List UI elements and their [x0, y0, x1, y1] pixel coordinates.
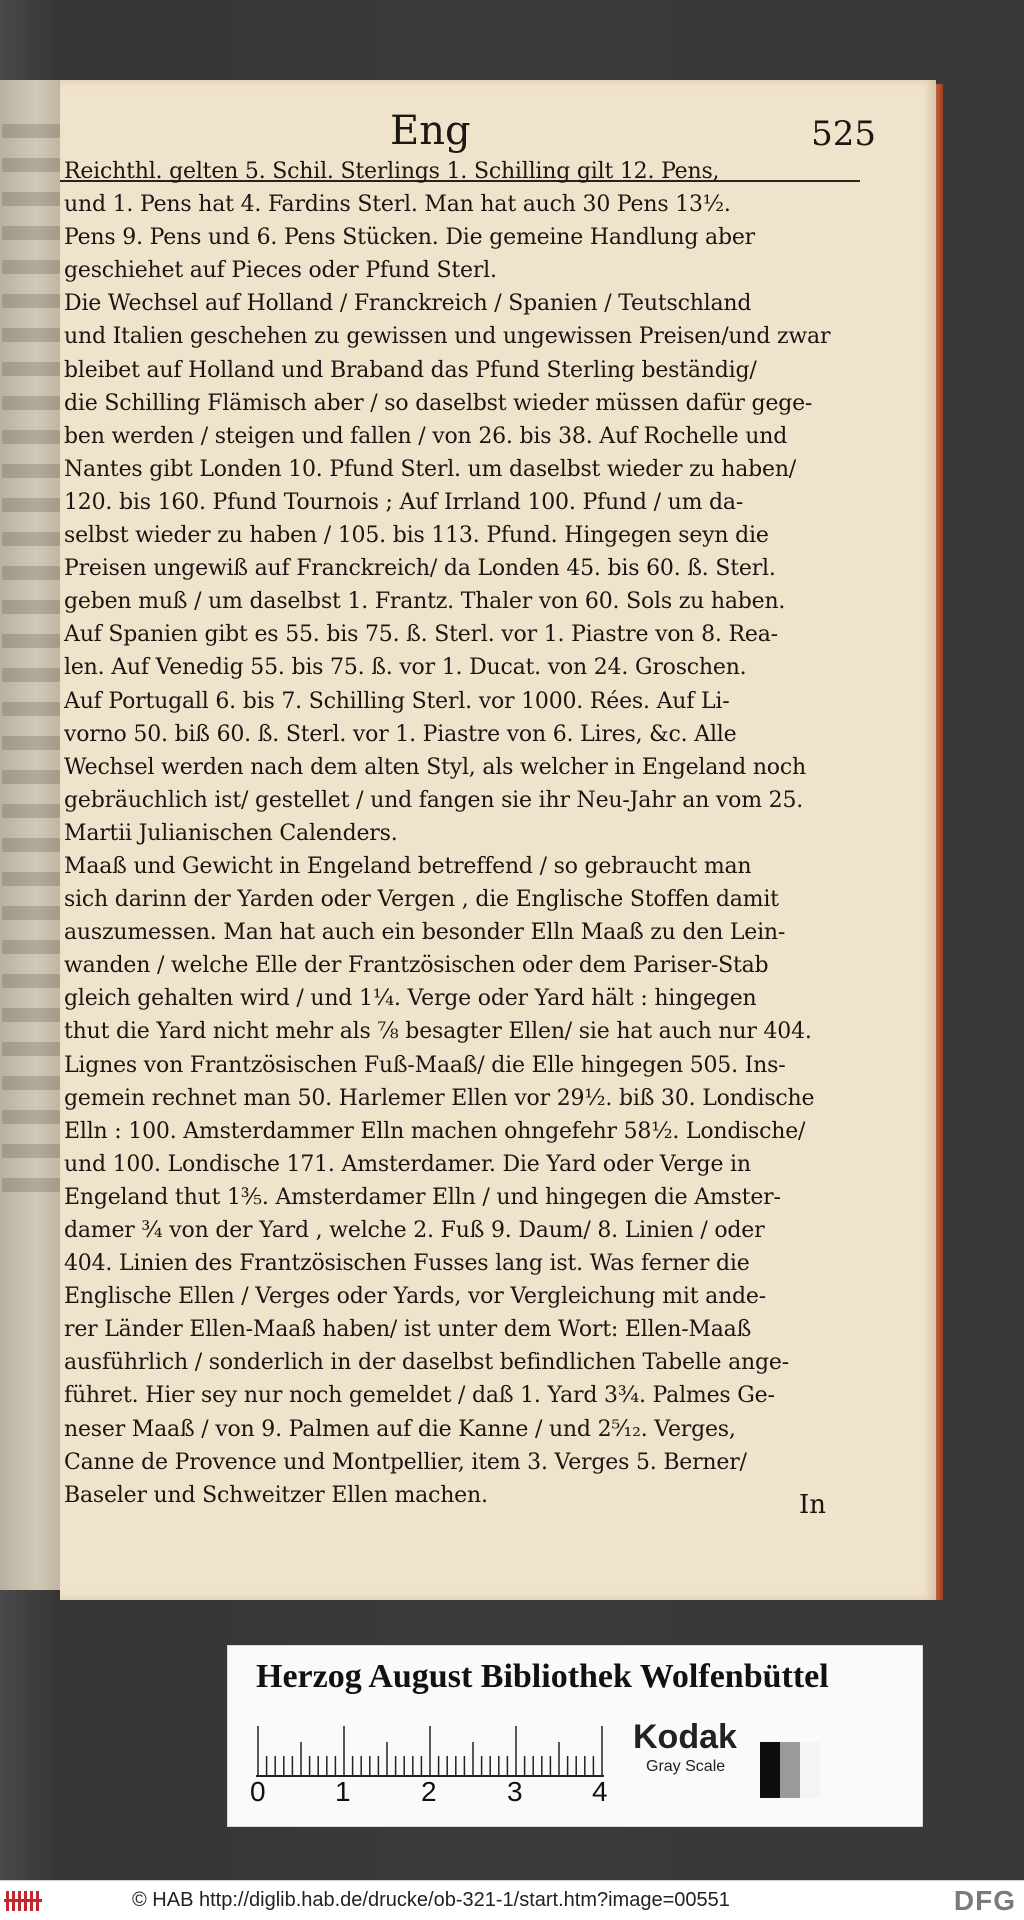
text-line: auszumessen. Man hat auch ein besonder Elln Maaß zu den Lein-	[64, 920, 786, 946]
text-line: 120. bis 160. Pfund Tournois ; Auf Irrland 100. Pfund / um da-	[64, 489, 744, 515]
text-line: 404. Linien des Frantzösischen Fusses lang ist. Was ferner die	[64, 1251, 750, 1277]
text-line: vorno 50. biß 60. ß. Sterl. vor 1. Piastre von 6. Lires, &c. Alle	[64, 721, 737, 747]
text-line: Wechsel werden nach dem alten Styl, als welcher in Engeland noch	[64, 754, 806, 780]
text-line: Canne de Provence und Montpellier, item 3. Verges 5. Berner/	[64, 1449, 747, 1475]
text-line: Engeland thut 1⅗. Amsterdamer Elln / und hingegen die Amster-	[64, 1184, 781, 1210]
page-number: 525	[811, 114, 876, 154]
text-line: und Italien geschehen zu gewissen und ungewissen Preisen/und zwar	[64, 324, 831, 350]
text-line: gebräuchlich ist/ gestellet / und fangen sie ihr Neu-Jahr an vom 25.	[64, 787, 804, 813]
footer-bar	[0, 1880, 1024, 1920]
gray-scale-chip	[760, 1742, 820, 1798]
text-line: ausführlich / sonderlich in der daselbst befindlichen Tabelle ange-	[64, 1350, 789, 1376]
text-line: Elln : 100. Amsterdammer Elln machen ohngefehr 58½. Londische/	[64, 1118, 806, 1144]
text-line: Baseler und Schweitzer Ellen machen.	[64, 1482, 488, 1508]
text-line: sich darinn der Yarden oder Vergen , die Englische Stoffen damit	[64, 887, 779, 913]
text-line: thut die Yard nicht mehr als ⅞ besagter Ellen/ sie hat auch nur 404.	[64, 1019, 812, 1045]
text-line: und 1. Pens hat 4. Fardins Sterl. Man hat auch 30 Pens 13½.	[64, 192, 731, 218]
running-head: Eng	[390, 108, 471, 154]
text-line: rer Länder Ellen-Maaß haben/ ist unter dem Wort: Ellen-Maaß	[64, 1317, 752, 1343]
text-line: Preisen ungewiß auf Franckreich/ da Londen 45. bis 60. ß. Sterl.	[64, 556, 776, 582]
text-line: und 100. Londische 171. Amsterdamer. Die Yard oder Verge in	[64, 1151, 751, 1177]
text-line: geschiehet auf Pieces oder Pfund Sterl.	[64, 258, 497, 284]
text-line: wanden / welche Elle der Frantzösischen oder dem Pariser-Stab	[64, 953, 769, 979]
text-line: die Schilling Flämisch aber / so daselbst wieder müssen dafür gege-	[64, 390, 813, 416]
book-page	[60, 80, 936, 1600]
text-line: Die Wechsel auf Holland / Franckreich / Spanien / Teutschland	[64, 291, 752, 317]
text-line: Martii Julianischen Calenders.	[64, 820, 398, 846]
page-body-text	[64, 155, 872, 1512]
text-line: gemein rechnet man 50. Harlemer Ellen vor 29½. biß 30. Londische	[64, 1085, 815, 1111]
hab-logo-icon	[4, 1887, 46, 1915]
text-line: führet. Hier sey nur noch gemeldet / daß 1. Yard 3¾. Palmes Ge-	[64, 1383, 775, 1409]
text-line: ben werden / steigen und fallen / von 26. bis 38. Auf Rochelle und	[64, 423, 788, 449]
library-calibration-card	[227, 1645, 923, 1827]
text-line: geben muß / um daselbst 1. Frantz. Thaler von 60. Sols zu haben.	[64, 589, 786, 615]
scale-number: 4	[592, 1776, 608, 1807]
scale-number: 1	[335, 1776, 351, 1807]
scale-number: 2	[421, 1776, 437, 1807]
footer-citation-link[interactable]: © HAB http://diglib.hab.de/drucke/ob-321-1/start.htm?image=00551	[132, 1889, 730, 1911]
text-line: Pens 9. Pens und 6. Pens Stücken. Die gemeine Handlung aber	[64, 225, 755, 251]
previous-page-edge	[0, 80, 60, 1590]
text-line: Maaß und Gewicht in Engeland betreffend / so gebraucht man	[64, 853, 752, 879]
kodak-logo: Kodak	[633, 1718, 737, 1756]
gray-scale-caption: Gray Scale	[646, 1758, 726, 1775]
page-edge	[936, 84, 943, 1600]
library-name: Herzog August Bibliothek Wolfenbüttel	[256, 1658, 829, 1695]
text-line: neser Maaß / von 9. Palmen auf die Kanne / und 2⁵⁄₁₂. Verges,	[64, 1416, 736, 1442]
dfg-logo: DFG	[953, 1885, 1016, 1916]
scale-number: 0	[250, 1776, 266, 1807]
text-line: selbst wieder zu haben / 105. bis 113. Pfund. Hingegen seyn die	[64, 523, 769, 549]
text-line: Nantes gibt Londen 10. Pfund Sterl. um daselbst wieder zu haben/	[64, 456, 797, 482]
text-line: Auf Spanien gibt es 55. bis 75. ß. Sterl. vor 1. Piastre von 8. Rea-	[64, 622, 778, 648]
scale-number: 3	[507, 1776, 523, 1807]
text-line: Englische Ellen / Verges oder Yards, vor Vergleichung mit ande-	[64, 1284, 766, 1310]
text-line: damer ¾ von der Yard , welche 2. Fuß 9. Daum/ 8. Linien / oder	[64, 1218, 765, 1243]
catchword: In	[798, 1490, 826, 1520]
text-line: Lignes von Frantzösischen Fuß-Maaß/ die Elle hingegen 505. Ins-	[64, 1052, 786, 1078]
text-line: bleibet auf Holland und Braband das Pfund Sterling beständig/	[64, 357, 757, 383]
text-line: len. Auf Venedig 55. bis 75. ß. vor 1. Ducat. von 24. Groschen.	[64, 655, 747, 681]
text-line: Reichthl. gelten 5. Schil. Sterlings 1. Schilling gilt 12. Pens,	[64, 159, 720, 184]
ruler-scale	[256, 1718, 604, 1778]
text-line: gleich gehalten wird / und 1¼. Verge oder Yard hält : hingegen	[64, 986, 757, 1012]
text-line: Auf Portugall 6. bis 7. Schilling Sterl. vor 1000. Rées. Auf Li-	[64, 688, 730, 714]
